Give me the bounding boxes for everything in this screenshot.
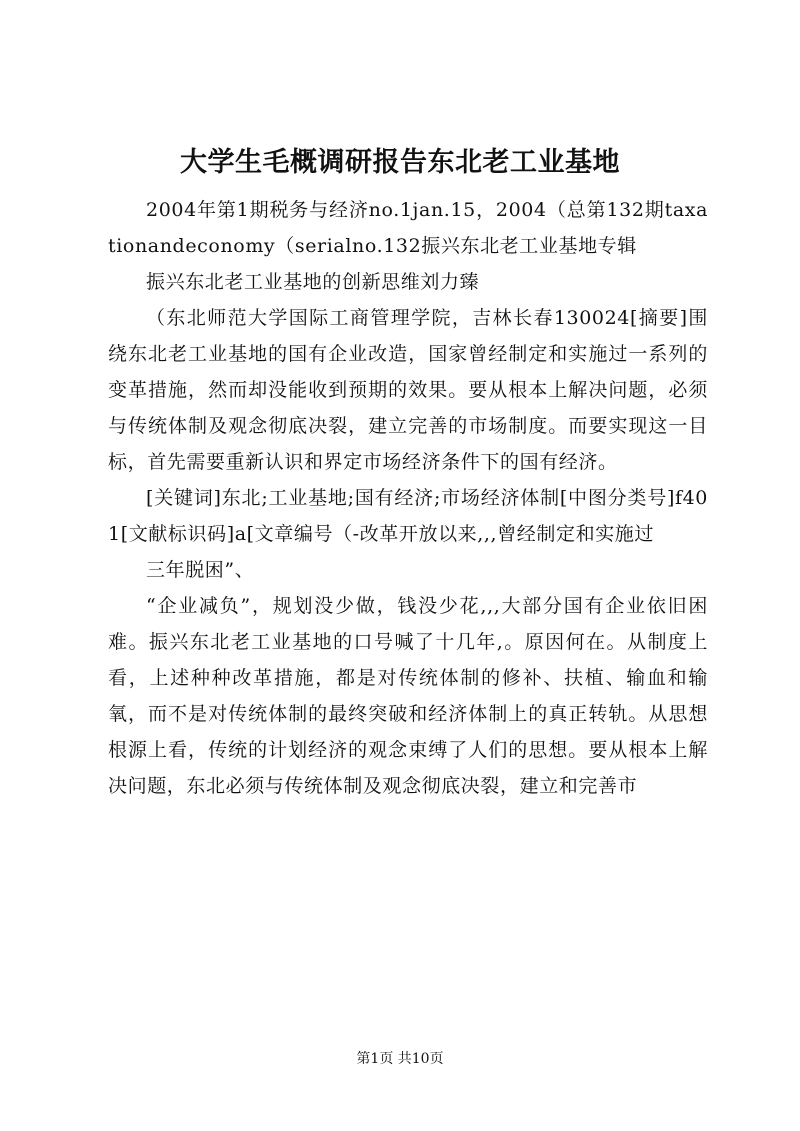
paragraph-abstract: （东北师范大学国际工商管理学院，吉林长春130024[摘要]围绕东北老工业基地的国有企业改造，国家曾经制定和实施过一系列的变革措施，然而却没能收到预期的效果。要从根本上解决问题，必须与传统体制及观念彻底决裂，建立完善的市场制度。而要实现这一目标，首先需要重新认识和界定市场经济条件下的国有经济。 [108,307,708,473]
paragraph-body: “企业减负”，规划没少做，钱没少花,,,大部分国有企业依旧困难。振兴东北老工业基地的口号喊了十几年,。原因何在。从制度上看，上述种种改革措施，都是对传统体制的修补、扶植、输血和输氧，而不是对传统体制的最终突破和经济体制上的真正转轨。从思想根源上看，传统的计划经济的观念束缚了人们的思想。要从根本上解决问题，东北必须与传统体制及观念彻底决裂，建立和完善市 [108,595,708,797]
page-footer: 第1页 共10页 [356,1051,444,1067]
document-body [108,192,708,804]
paragraph-journal-info: 2004年第1期税务与经济no.1jan.15，2004（总第132期taxationandeconomy（serialno.132振兴东北老工业基地专辑 [108,199,708,257]
paragraph-subtitle: 振兴东北老工业基地的创新思维刘力臻 [146,271,480,293]
paragraph-keywords: [关键词]东北;工业基地;国有经济;市场经济体制[中图分类号]f401[文献标识码]a[文章编号（-改革开放以来,,,曾经制定和实施过 [108,487,708,545]
document-title: 大学生毛概调研报告东北老工业基地 [180,147,620,178]
paragraph-short: 三年脱困”、 [146,559,255,581]
